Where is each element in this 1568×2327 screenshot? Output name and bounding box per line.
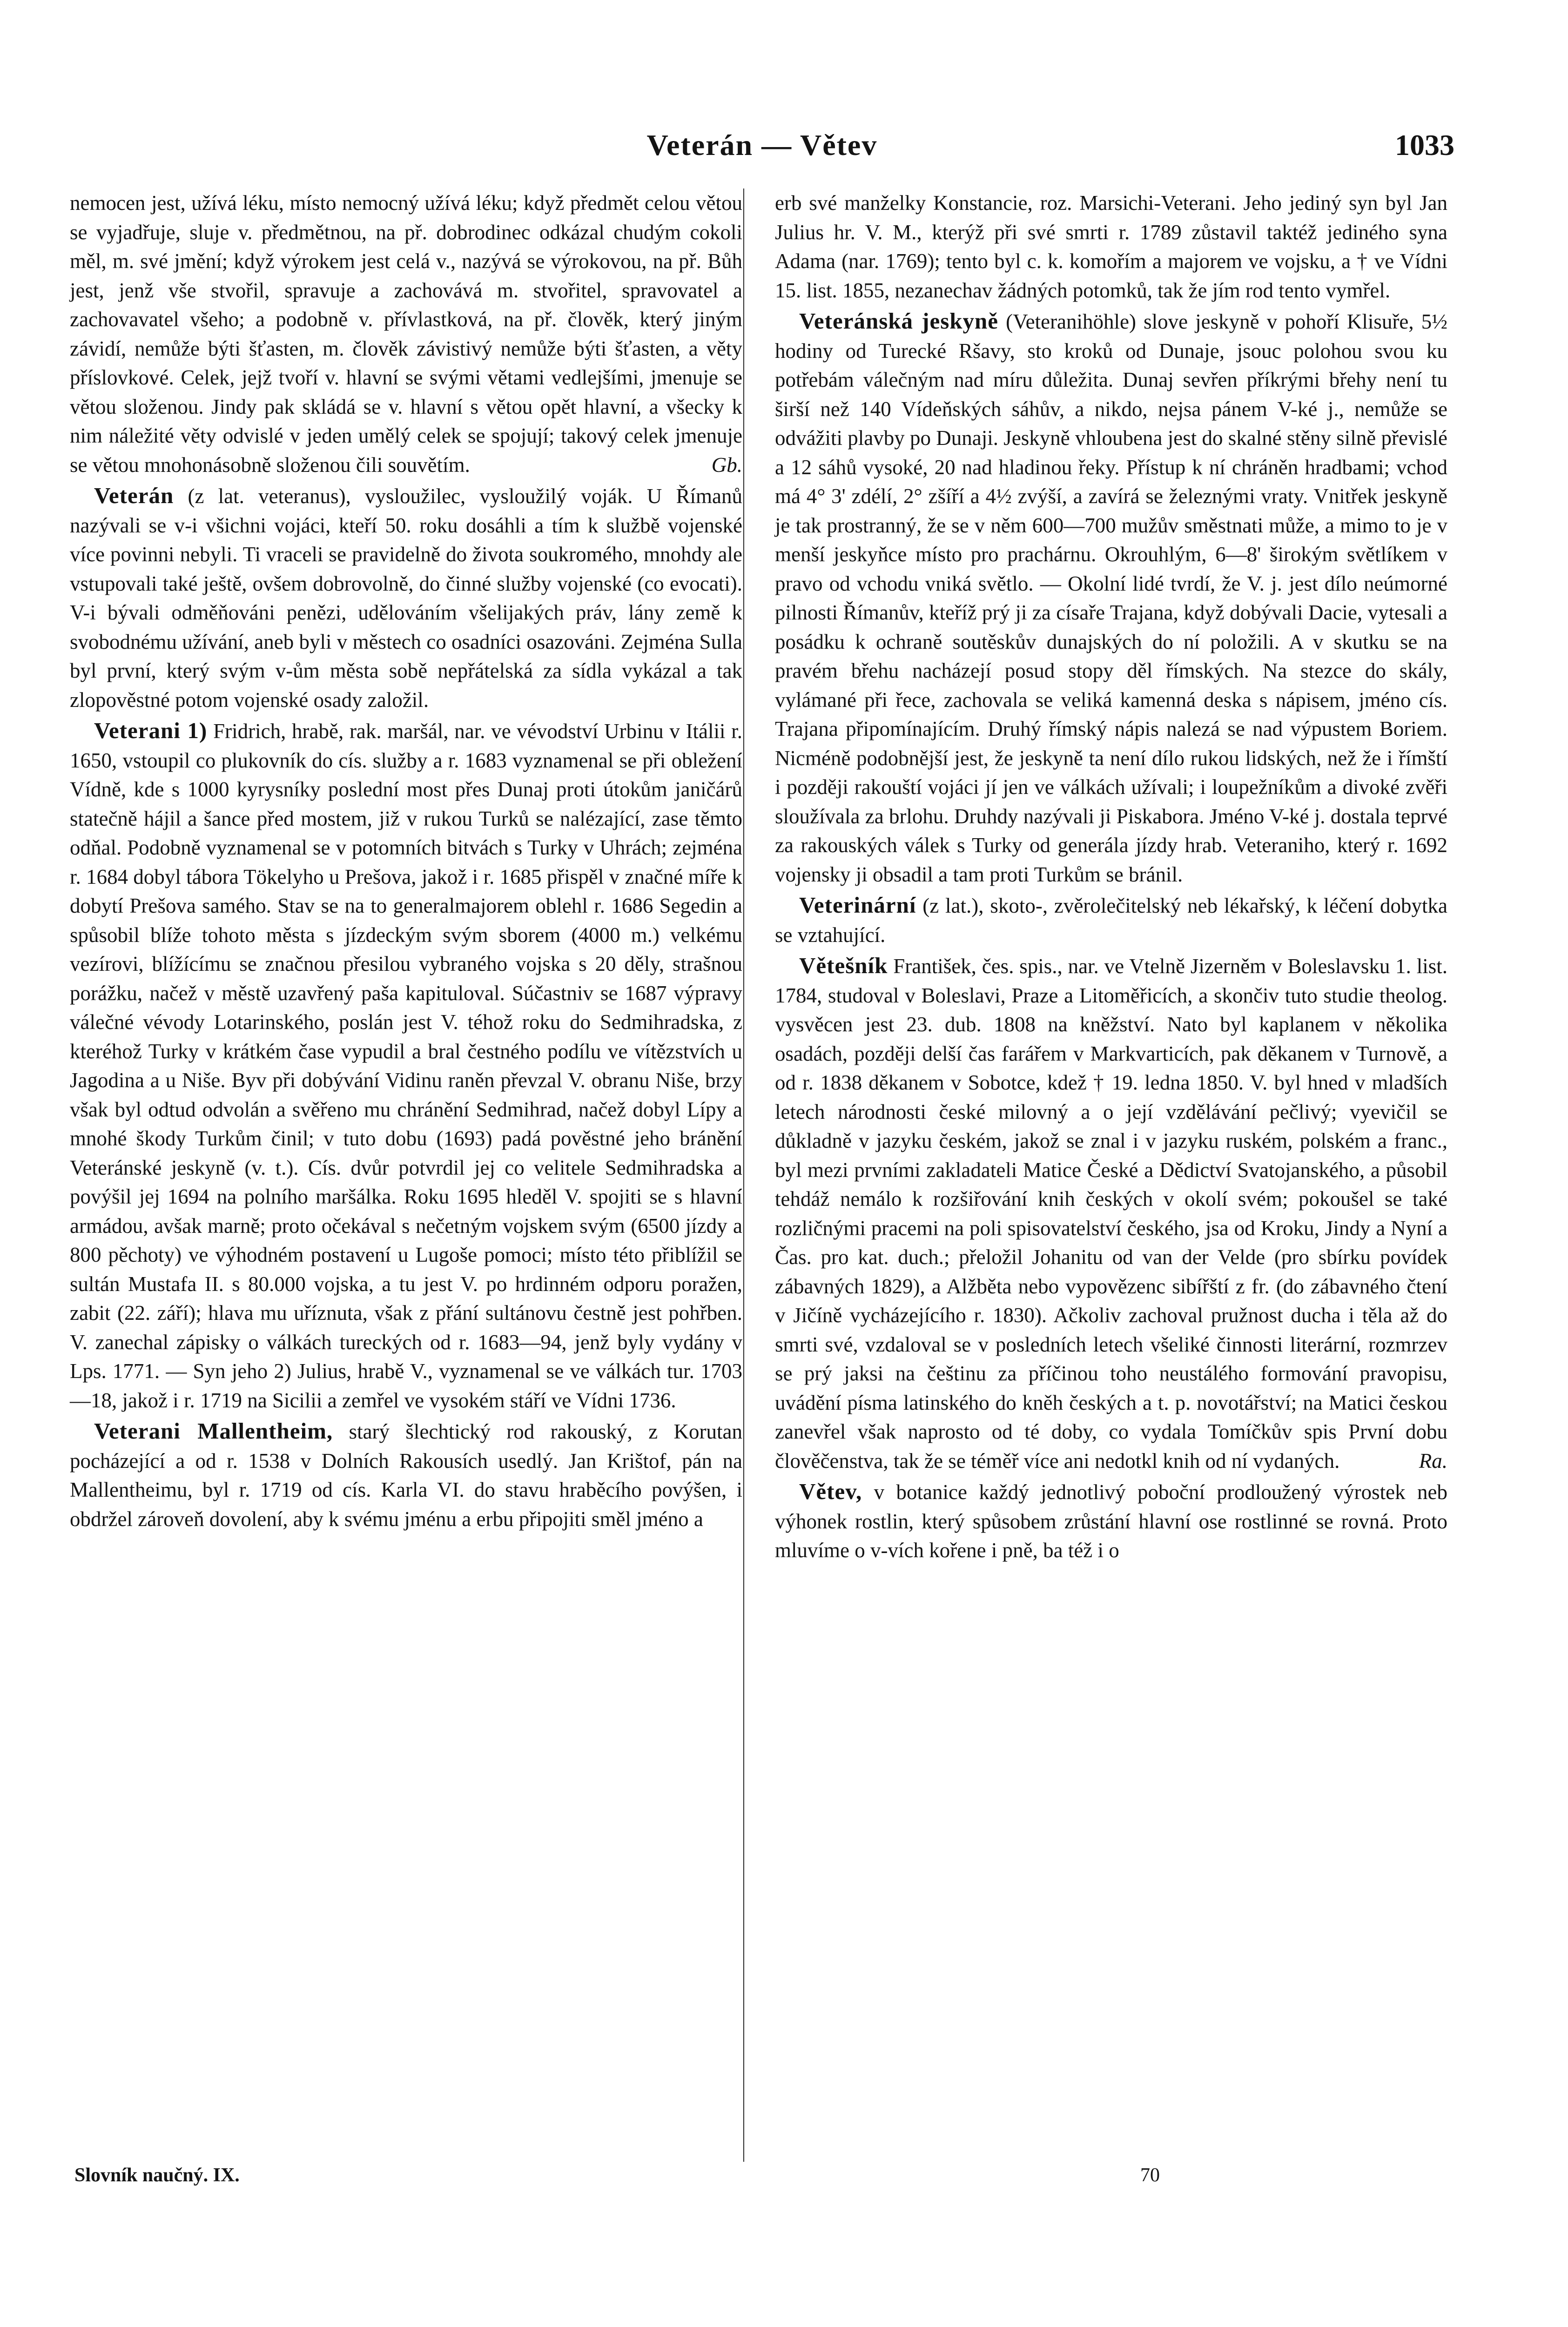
encyclopedia-entry (70, 1417, 742, 1533)
footer-signature-mark: 70 (1140, 2165, 1160, 2186)
encyclopedia-entry (775, 891, 1447, 949)
entry-text: v botanice každý jednotlivý poboční prodloužený výrostek neb výhonek rostlin, který spůsobem zrůstání hlavní ose rostlinné se rovná. Proto mluvíme o v-vích kořene i pně, ba též i o (775, 1480, 1448, 1562)
entry-continuation (70, 188, 742, 479)
entry-headword: Veterani Mallentheim, (94, 1418, 333, 1444)
entry-text: František, čes. spis., nar. ve Vtelně Jizerněm v Boleslavsku 1. list. 1784, studoval v Boleslavi, Praze a Litoměřicích, a skončiv tuto studie theolog. vysvěcen jest 23. dub. 1808 na kněžství. Nato byl kaplanem v několika osadách, později delší čas farářem v Markvarticích, pak děkanem v Turnově, a od r. 1838 děkanem v Sobotce, kdež † 19. ledna 1850. V. byl hned v mladších letech národnosti české milovný a o její vzdělávání pečlivý; vyevičil se důkladně v jazyku českém, jakož se znal i v jazyku ruském, polském a franc., byl mezi prvními zakladateli Matice České a Dědictví Svatojanského, a působil tehdáž nemálo k rozšiřování knih českých v okolí svém; pokoušel se také rozličnými pracemi na poli spisovatelství českého, jsa od Kroku, Jindy a Nyní a Čas. pro kat. duch.; přeložil Johanitu od van der Velde (pro sbírku povídek zábavných 1829), a Alžběta nebo vypovězenc sibířští z fr. (do zábavného čtení v Jičíně vycházejícího r. 1830). Ačkoliv zachoval pružnost ducha i těla až do smrti své, vzdaloval se v posledních letech všeliké činnosti literární, rozmrzev se prý jaksi na češtinu za příčinou toho neustálého formování pravopisu, uvádění písma latinského do kněh českých a t. p. novotářství; na Matici českou zanevřel však naprosto od té doby, co vydala Tomíčkův spis První dobu člověčenstva, tak že se téměř více ani nedotkl knih od ní vydaných. (775, 955, 1447, 1473)
entry-headword: Veterani 1) (94, 718, 208, 743)
entry-text: (z lat.), skoto-, zvěrolečitelský neb lékařský, k léčení dobytka se vztahující. (775, 894, 1447, 947)
encyclopedia-entry (70, 716, 742, 1415)
entry-text: erb své manželky Konstancie, roz. Marsichi-Veterani. Jeho jediný syn byl Jan Julius hr. V. M., kterýž při své smrti r. 1789 zůstavil taktéž jediného syna Adama (nar. 1769); tento byl c. k. komořím a majorem ve vojsku, a † ve Vídni 15. list. 1855, nezanechav žádných potomků, tak že jím rod tento vymřel. (775, 191, 1447, 302)
entry-headword: Veteránská jeskyně (799, 308, 999, 334)
entry-headword: Větev, (799, 1479, 862, 1504)
author-signature: Gb. (711, 453, 742, 477)
entry-text: (z lat. veteranus), vysloužilec, vysloužilý voják. U Římanů nazývali se v-i všichni vojáci, kteří 50. roku dosáhli a tím k službě vojenské více povinni nebyli. Ti vraceli se pravidelně do života soukromého, mnohdy ale vstupovali také ještě, ovšem dobrovolně, do činné služby vojenské (co evocati). V-i bývali odměňováni penězi, udělováním všelijakých práv, lány země k svobodnému užívání, aneb byli v městech co osadníci osazováni. Zejména Sulla byl první, který svým v-ům města sobě nepřátelská za sídla vykázal a tak zlopověstné potom vojenské osady založil. (70, 484, 742, 712)
entry-continuation (775, 188, 1447, 305)
encyclopedia-entry (775, 951, 1447, 1475)
entry-headword: Veterán (94, 483, 174, 508)
encyclopedia-entry (775, 307, 1447, 889)
encyclopedia-entry (70, 481, 742, 714)
page-number: 1033 (1395, 128, 1454, 161)
page-title: Veterán — Větev (646, 128, 878, 161)
page-footer (70, 2164, 1454, 2197)
encyclopedia-entry (775, 1477, 1447, 1565)
column-divider (743, 188, 744, 2162)
entry-text: (Veteranihöhle) slove jeskyně v pohoří Klisuře, 5½ hodiny od Turecké Ršavy, sto kroků od Dunaje, jsouc polohou svou ku potřebám válečným nad míru důležita. Dunaj sevřen příkrými břehy není tu širší než 140 Vídeňských sáhův, a nikdo, nejsa pánem V-ké j., nemůže se odvážiti plavby po Dunaji. Jeskyně vhloubena jest do skalné stěny silně převislé a 12 sáhů vysoké, 20 nad hladinou řeky. Přístup k ní chráněn hradbami; vchod má 4° 3' zdélí, 2° zšíří a 4½ zvýší, a zavírá se železnými vraty. Vnitřek jeskyně je tak prostranný, že se v něm 600—700 mužův směstnati může, a mimo to je v menší jeskyňce místo pro prachárnu. Okrouhlým, 6—8' širokým světlíkem v pravo od vchodu vniká světlo. — Okolní lidé tvrdí, že V. j. jest dílo neúmorné pilnosti Římanův, kteříž prý ji za císaře Trajana, když dobývali Dacie, vytesali a posádku k ochraně soutěskův dunajských do ní položili. A v skutku se na pravém břehu nacházejí posud stopy děl římských. Na stezce do skály, vylámané při řece, zachovala se veliká kamenná deska s nápisem, jméno cís. Trajana připomínajícím. Druhý římský nápis nalezá se nad výpustem Boriem. Nicméně podobnější jest, že jeskyně ta není dílo rukou lidských, než že i římští i později rakouští vojáci jí jen ve válkách užívali; i loupežníkům a divoké zvěři sloužívala za brlohu. Druhdy nazývali ji Piskabora. Jméno V-ké j. dostala teprvé za rakouských válek s Turky od generála jízdy hrab. Veteraniho, který r. 1692 vojensky ji obsadil a tam proti Turkům se bránil. (775, 310, 1447, 886)
entry-text: nemocen jest, užívá léku, místo nemocný užívá léku; když předmět celou větou se vyjadřuje, sluje v. předmětnou, na př. dobrodinec odkázal chudým cokoli měl, m. své jmění; když výrokem jest celá v., nazývá se výrokovou, na př. Bůh jest, jenž vše stvořil, spravuje a zachovává m. stvořitel, spravovatel a zachovavatel všeho; a podobně v. přívlastková, na př. člověk, který jiným závidí, nemůže býti šťasten, m. člověk závistivý nemůže býti šťasten, a věty příslovkové. Celek, jejž tvoří v. hlavní se svými větami vedlejšími, jmenuje se větou složenou. Jindy pak skládá se v. hlavní s větou opět hlavní, a všecky k nim náležité věty odvislé v jeden umělý celek se spojují; takový celek jmenuje se větou mnohonásobně složenou čili souvětím. (70, 191, 742, 477)
right-column (775, 188, 1447, 1565)
footer-publication: Slovník naučný. IX. (74, 2165, 240, 2186)
entry-headword: Veterinární (799, 892, 916, 918)
entry-text: Fridrich, hrabě, rak. maršál, nar. ve vévodství Urbinu v Itálii r. 1650, vstoupil co plukovník do cís. služby a r. 1683 vyznamenal se při obležení Vídně, kde s 1000 kyrysníky poslední most přes Dunaj proti útokům janičárů statečně hájil a šance před mostem, již v rukou Turků se nalézající, zase těmto odňal. Podobně vyznamenal se v potomních bitvách s Turky v Uhrách; zejména r. 1684 dobyl tábora Tökelyho u Prešova, jakož i r. 1685 přispěl v značné míře k dobytí Prešova samého. Stav se na to generalmajorem oblehl r. 1686 Segedin a spůsobil blíže tohoto města s jízdeckým svým sborem (4000 m.) velkému vezírovi, blížícímu se značnou přesilou vybraného vojska s 20 děly, strašnou porážku, načež v městě uzavřený paša kapituloval. Súčastniv se 1687 výpravy válečné vévody Lotarinského, poslán jest V. téhož roku do Sedmihradska, z kteréhož Turky v krátkém čase vypudil a bral čestného podílu ve vítězstvích u Jagodina a u Niše. Byv při dobývání Vidinu raněn převzal V. obranu Niše, brzy však byl odtud odvolán a svěřeno mu chránění Sedmihrad, načež dobyl Lípy a mnohé škody Turkům činil; v tuto dobu (1693) padá pověstné jeho bránění Veteránské jeskyně (v. t.). Cís. dvůr potvrdil jej co velitele Sedmihradska a povýšil jej 1694 na polního maršálka. Roku 1695 hleděl V. spojiti se s hlavní armádou, avšak marně; proto očekával s nečetným vojskem svým (6500 jízdy a 800 pěchoty) ve výhodném postavení u Lugoše pomoci; místo této přiblížil se sultán Mustafa II. s 80.000 vojska, a tu jest V. po hrdinném odporu poražen, zabit (22. září); hlava mu uříznuta, však z přání sultánovu čestně jest pohřben. V. zanechal zápisky o válkách tureckých od r. 1683—94, jenž byly vydány v Lps. 1771. — Syn jeho 2) Julius, hrabě V., vyznamenal se ve válkách tur. 1703—18, jakož i r. 1719 na Sicilii a zemřel ve vysokém stáří ve Vídni 1736. (70, 720, 743, 1412)
entry-headword: Větešník (799, 953, 888, 978)
author-signature: Ra. (1419, 1449, 1447, 1473)
running-head (70, 128, 1454, 170)
entry-text: starý šlechtický rod rakouský, z Korutan pocházející a od r. 1538 v Dolních Rakousích usedlý. Jan Krištof, pán na Mallentheimu, byl r. 1719 od cís. Karla VI. do stavu hraběcího povýšen, i obdržel zároveň dovolení, aby k svému jménu a erbu připojiti směl jméno a (70, 1420, 742, 1531)
left-column (70, 188, 742, 1533)
